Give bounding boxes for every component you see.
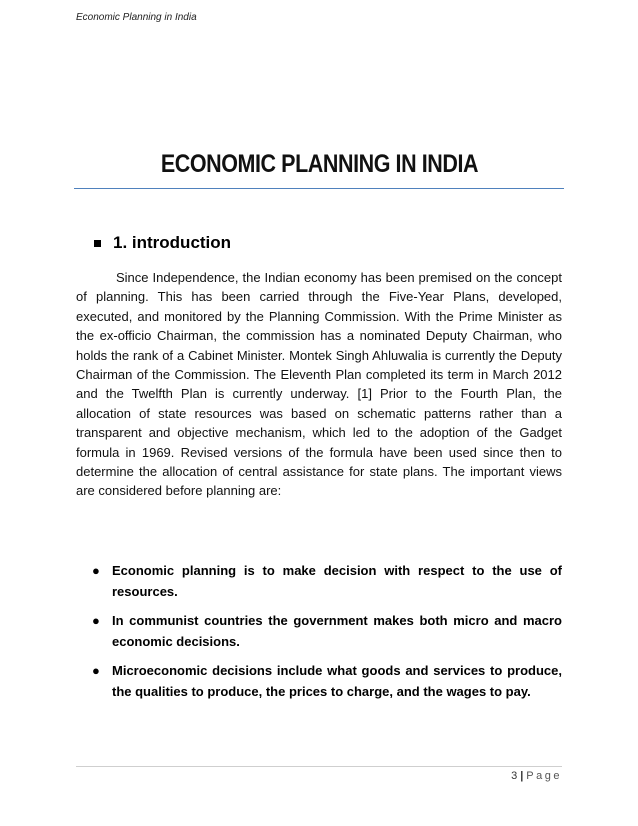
footer-separator: | xyxy=(520,770,524,782)
section-heading-text: 1. introduction xyxy=(113,233,232,252)
square-bullet-icon xyxy=(94,240,101,247)
page-footer xyxy=(511,770,562,782)
list-item-text: In communist countries the government makes both micro and macro economic decisions. xyxy=(112,613,562,649)
list-item xyxy=(92,661,562,702)
running-header: Economic Planning in India xyxy=(76,12,197,23)
footer-divider xyxy=(76,766,562,767)
document-title: ECONOMIC PLANNING IN INDIA xyxy=(160,150,478,178)
bullet-dot-icon: ● xyxy=(92,613,100,628)
bullet-dot-icon: ● xyxy=(92,563,100,578)
page-number: 3 xyxy=(511,770,518,782)
bullet-dot-icon: ● xyxy=(92,663,100,678)
list-item xyxy=(92,561,562,602)
title-block xyxy=(74,150,564,189)
section-heading xyxy=(94,233,231,253)
list-item xyxy=(92,611,562,652)
list-item-text: Microeconomic decisions include what goods and services to produce, the qualities to produce, the prices to charge, and the wages to pay. xyxy=(112,663,562,699)
bullet-list xyxy=(92,561,562,711)
list-item-text: Economic planning is to make decision with respect to the use of resources. xyxy=(112,563,562,599)
page-label: Page xyxy=(526,770,562,782)
intro-paragraph: Since Independence, the Indian economy has been premised on the concept of planning. This has been carried through the Five-Year Plans, developed, executed, and monitored by the Planning Commission. With the Prime Minister as the ex-officio Chairman, the commission has a nominated Deputy Chairman, who holds the rank of a Cabinet Minister. Montek Singh Ahluwalia is currently the Deputy Chairman of the Commission. The Eleventh Plan completed its term in March 2012 and the Twelfth Plan is currently underway. [1] Prior to the Fourth Plan, the allocation of state resources was based on schematic patterns rather than a transparent and objective mechanism, which led to the adoption of the Gadget formula in 1969. Revised versions of the formula have been used since then to determine the allocation of central assistance for state plans. The important views are considered before planning are: xyxy=(76,270,562,499)
